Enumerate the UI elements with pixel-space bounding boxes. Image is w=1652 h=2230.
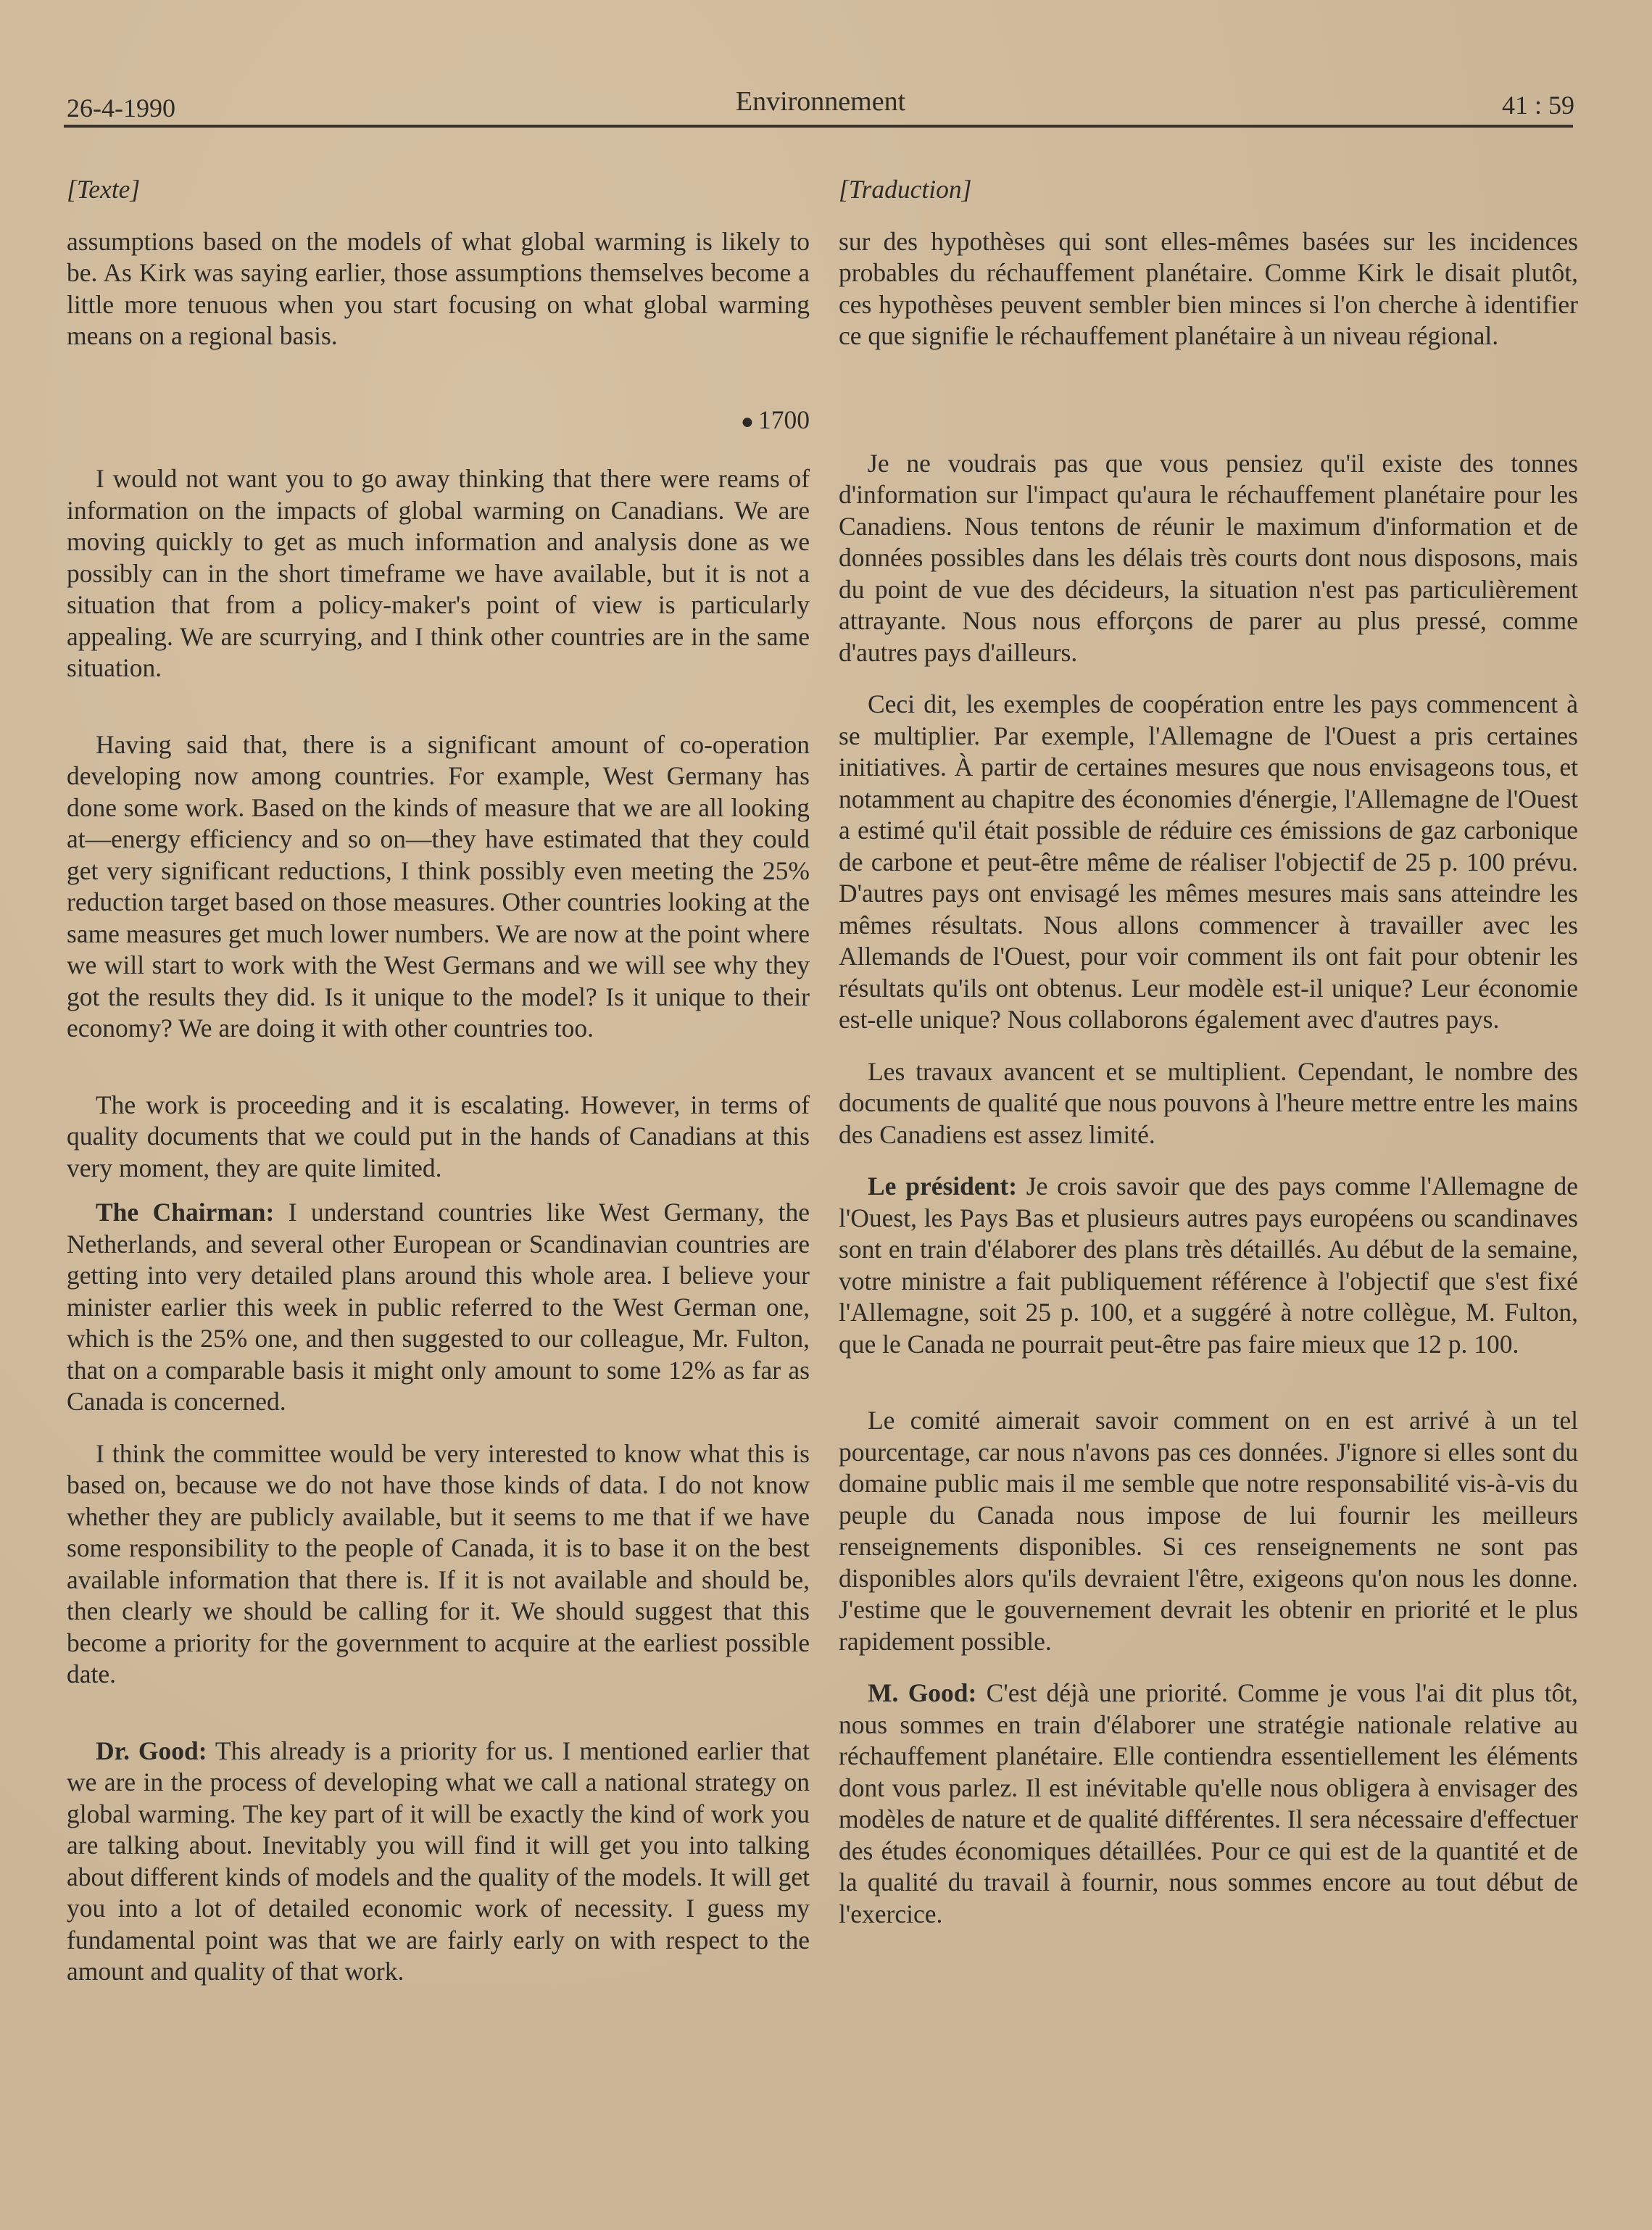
french-paragraph-6	[839, 1678, 1578, 1930]
french-column-label: [Traduction]	[839, 175, 972, 204]
header-title: Environnement	[735, 86, 906, 117]
english-paragraph-5: I think the committee would be very interested to know what this is based on, because we do not have those kinds of data. I do not know whether they are publicly available, but it seems to me that if we have some responsibility to the people of Canada, it is to base it on the best available information that there is. If it is not available and should be, then clearly we should be calling for it. We should suggest that this become a priority for the government to acquire at the earliest possible date.	[67, 1438, 810, 1688]
time-marker	[67, 405, 810, 438]
english-paragraph-3: The work is proceeding and it is escalating. However, in terms of quality documents that we could put in the hands of Canadians at this very moment, they are quite limited.	[67, 1090, 810, 1182]
bullet-icon: ●	[740, 409, 754, 434]
english-paragraph-6	[67, 1736, 810, 1988]
french-paragraph-2: Ceci dit, les exemples de coopération entre les pays commencent à se multiplier. Par exemple, l'Allemagne de l'Ouest a pris certaines initiatives. À partir de certaines mesures que nous envisageons tous, et notamment au chapitre des économies d'énergie, l'Allemagne de l'Ouest a estimé qu'il était possible de réduire ces émissions de gaz carbonique de carbone et peut-être même de réaliser l'objectif de 25 p. 100 prévu. D'autres pays ont envisagé les mêmes mesures mais sans atteindre les mêmes résultats. Nous allons commencer à travailler avec les Allemands de l'Ouest, pour voir comment ils ont fait pour obtenir les résultats qu'ils ont obtenus. Leur modèle est-il unique? Leur économie est-elle unique? Nous collaborons également avec d'autres pays.	[839, 689, 1578, 1034]
header-date: 26-4-1990	[67, 94, 175, 123]
speaker-label: Dr. Good:	[96, 1736, 207, 1765]
speaker-label: Le président:	[868, 1172, 1018, 1201]
speech-text: This already is a priority for us. I mentioned earlier that we are in the process of developing what we call a national strategy on global warming. The key part of it will be exactly the kind of work you are talking about. Inevitably you will find it will get you into talking about different kinds of models and the quality of the models. It will get you into a lot of detailed economic work of necessity. I guess my fundamental point was that we are fairly early on with respect to the amount and quality of that work.	[67, 1736, 810, 1986]
english-paragraph-4	[67, 1197, 810, 1418]
english-paragraph-1: I would not want you to go away thinking that there were reams of information on the impacts of global warming on Canadians. We are moving quickly to get as much information and analysis done as we possibly can in the short timeframe we have available, but it is not a situation that from a policy-maker's point of view is particularly appealing. We are scurrying, and I think other countries are in the same situation.	[67, 464, 810, 682]
time-marker-value: 1700	[758, 405, 810, 434]
english-paragraph-0: assumptions based on the models of what global warming is likely to be. As Kirk was saying earlier, those assumptions themselves become a little more tenuous when you start focusing on what global warming means on a regional basis.	[67, 226, 810, 350]
english-column	[67, 174, 810, 1988]
french-paragraph-0: sur des hypothèses qui sont elles-mêmes basées sur les incidences probables du réchauffement planétaire. Comme Kirk le disait plutôt, ces hypothèses peuvent sembler bien minces si l'on cherche à identifier ce que signifie le réchauffement planétaire à un niveau régional.	[839, 226, 1578, 350]
english-paragraph-2: Having said that, there is a significant amount of co-operation developing now among countries. For example, West Germany has done some work. Based on the kinds of measure that we are all looking at—energy efficiency and so on—they have estimated that they could get very significant reductions, I think possibly even meeting the 25% reduction target based on those measures. Other countries looking at the same measures get much lower numbers. We are now at the point where we will start to work with the West Germans and we will see why they got the results they did. Is it unique to the model? Is it unique to their economy? We are doing it with other countries too.	[67, 729, 810, 1043]
speaker-label: The Chairman:	[96, 1198, 275, 1227]
header-page-number: 41 : 59	[1501, 91, 1574, 120]
running-header	[67, 86, 1574, 129]
speech-text: I understand countries like West Germany, the Netherlands, and several other European or Scandinavian countries are getting into very detailed plans around this whole area. I believe your minister earlier this week in public referred to the West German one, which is the 25% one, and then suggested to our colleague, Mr. Fulton, that on a comparable basis it might only amount to some 12% as far as Canada is concerned.	[67, 1198, 810, 1416]
french-column	[839, 174, 1578, 1930]
french-paragraph-1: Je ne voudrais pas que vous pensiez qu'il existe des tonnes d'information sur l'impact qu'aura le réchauffement planétaire pour les Canadiens. Nous tentons de réunir le maximum d'information et de données possibles dans les délais très courts dont nous disposons, mais du point de vue des décideurs, la situation n'est pas particulièrement attrayante. Nous nous efforçons de parer au plus pressé, comme d'autres pays d'ailleurs.	[839, 448, 1578, 667]
speech-text: C'est déjà une priorité. Comme je vous l'ai dit plus tôt, nous sommes en train d'élaborer une stratégie nationale relative au réchauffement planétaire. Elle contiendra essentiellement les éléments dont vous parlez. Il est inévitable qu'elle nous obligera à envisager des modèles de nature et de qualité différentes. Il sera nécessaire d'effectuer des études économiques détaillées. Pour ce qui est de la quantité et de la qualité du travail à fournir, nous sommes encore au tout début de l'exercice.	[839, 1678, 1578, 1928]
french-paragraph-4	[839, 1171, 1578, 1360]
french-paragraph-5: Le comité aimerait savoir comment on en est arrivé à un tel pourcentage, car nous n'avons pas ces données. J'ignore si elles sont du domaine public mais il me semble que notre responsabilité vis-à-vis du peuple du Canada nous impose de lui fournir les meilleurs renseignements disponibles. Si ces renseignements ne sont pas disponibles alors qu'ils devraient l'être, exigeons qu'on nous les donne. J'estime que le gouvernement devrait les obtenir en priorité et le plus rapidement possible.	[839, 1406, 1578, 1656]
french-paragraph-3: Les travaux avancent et se multiplient. Cependant, le nombre des documents de qualité que nous pouvons à l'heure mettre entre les mains des Canadiens est assez limité.	[839, 1056, 1578, 1149]
speech-text: Je crois savoir que des pays comme l'Allemagne de l'Ouest, les Pays Bas et plusieurs autres pays européens ou scandinaves sont en train d'élaborer des plans très détaillés. Au début de la semaine, votre ministre a fait publiquement référence à l'objectif que s'est fixé l'Allemagne, soit 25 p. 100, et a suggéré à notre collègue, M. Fulton, que le Canada ne pourrait peut-être pas faire mieux que 12 p. 100.	[839, 1172, 1578, 1359]
english-column-label: [Texte]	[67, 175, 141, 204]
speaker-label: M. Good:	[868, 1678, 977, 1707]
header-rule	[64, 125, 1573, 128]
